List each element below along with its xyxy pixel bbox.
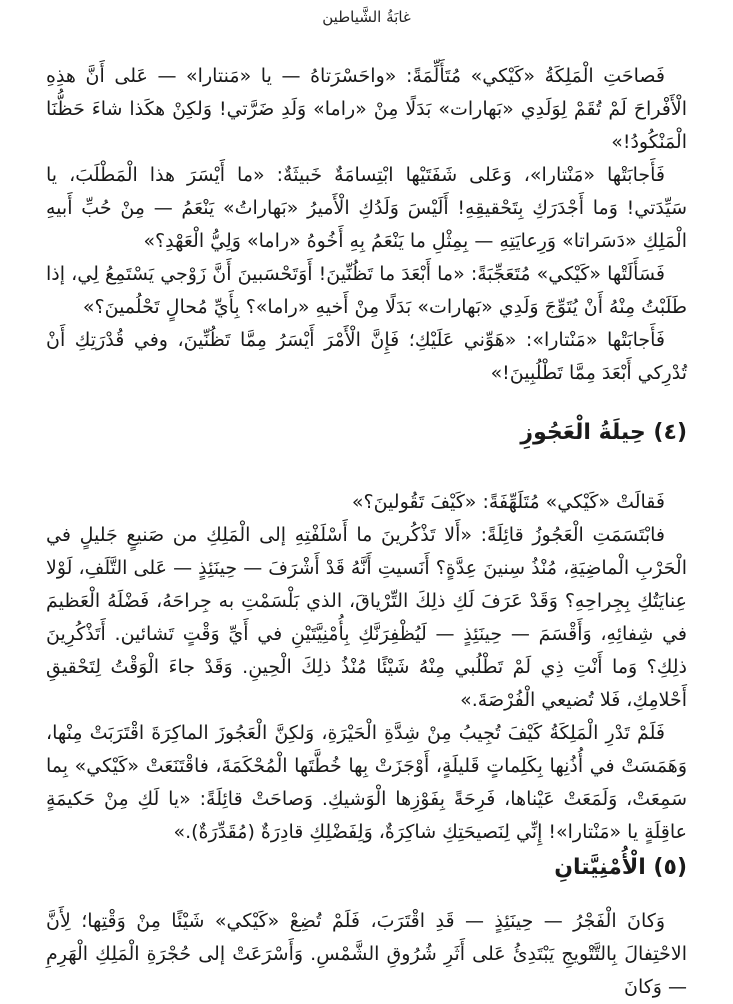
paragraph: فَقالَتْ «كَيْكي» مُتَلَهِّفَةً: «كَيْفَ تَقُولينَ؟» [351,491,665,513]
section4-text [46,486,687,849]
paragraph: فَأَجابَتْها «مَنْتارا»، وَعَلى شَفَتَيْها ابْتِسامَةٌ خَبيثَةٌ: «ما أَيْسَرَ هذا الْمَطْلَبَ، يا سَيِّدَتي! وَما أَجْدَرَكِ بِتَحْقيقِهِ! أَلَيْسَ وَلَدُكِ الْأَميرُ «بَهاراتُ» يَنْعَمُ — مِنْ حُبِّ أَبيهِ الْمَلِكِ «دَسَراتا» وَرِعايَتِهِ — بِمِثْلِ ما يَنْعَمُ بِهِ أَخُوهُ «راما» وَلِيُّ الْعَهْدِ؟» [46,164,687,252]
paragraph: فَصاحَتِ الْمَلِكَةُ «كَيْكي» مُتَأَلِّمَةً: «واحَسْرَتاهُ — يا «مَنتارا» — عَلى أَنَّ هذِهِ الْأَفْراحَ لَمْ تُقَمْ لِوَلَدِي «بَهارات» بَدَلًا مِنْ «راما» وَلَدِ ضَرَّتي! وَلكِنْ هكَذا شاءَ حَظُّنَا الْمَنْكُودُ!» [46,65,687,153]
paragraph: فَسَأَلَتْها «كَيْكي» مُتَعَجِّبَةً: «ما أَبْعَدَ ما تَظُنِّينَ! أَوَتَحْسَبينَ أَنَّ زَوْجي يَسْتَمِعُ لِي، إذا طَلَبْتُ مِنْهُ أَنْ يُتَوِّجَ وَلَدِي «بَهارات» بَدَلًا مِنْ أَخيهِ «راما»؟ بِأَيِّ مُحالٍ تَحْلُمينَ؟» [46,263,687,318]
running-head: غابَةُ الشَّياطين [322,8,411,26]
paragraph: فَلَمْ تَدْرِ الْمَلِكَةُ كَيْفَ تُجِيبُ مِنْ شِدَّةِ الْحَيْرَةِ، وَلكِنَّ الْعَجُوزَ الماكِرَةَ اقْتَرَبَتْ مِنْها، وَهَمَسَتْ في أُذُنِها بِكَلِماتٍ قَليلَةٍ، أَوْجَزَتْ بِها خُطَّتَها الْمُحْكَمَةَ، فاقْتَنَعَتْ «كَيْكي» بِما سَمِعَتْ، وَلَمَعَتْ عَيْناها، فَرِحَةً بِفَوْزِها الْوَشيكِ. وَصاحَتْ قائِلَةً: «يا لَكِ مِنْ حَكيمَةٍ عاقِلَةٍ يا «مَنْتارا»! إِنِّي لِنَصيحَتِكِ شاكِرَةٌ، وَلِفَضْلِكِ قادِرَةٌ (مُقَدِّرَةٌ).» [46,722,687,843]
section3-text [46,60,687,390]
paragraph: فَأَجابَتْها «مَنْتارا»: «هَوِّني عَلَيْكِ؛ فَإِنَّ الْأَمْرَ أَيْسَرُ مِمَّا تَظُنِّينَ، وفي قُدْرَتِكِ أَنْ تُدْرِكي أَبْعَدَ مِمَّا تَطْلُبِينَ!» [46,329,687,384]
section-heading: (٥) الْأُمْنِيَّتانِ [554,855,687,880]
section5-text [46,905,687,1004]
section-heading: (٤) حِيلَةُ الْعَجُوزِ [520,420,687,445]
paragraph: وَكانَ الْفَجْرُ — حِينَئِذٍ — قَدِ اقْتَرَبَ، فَلَمْ تُضِعْ «كَيْكي» شَيْئًا مِنْ وَقْتِها؛ لِأَنَّ الاحْتِفالَ بِالتَّتْويجِ يَبْتَدِئُ عَلى أَثَرِ شُرُوقِ الشَّمْسِ. وَأَسْرَعَتْ إلى حُجْرَةِ الْمَلِكِ الْهَرِمِ — وَكانَ [46,910,687,998]
paragraph: فابْتَسَمَتِ الْعَجُوزُ قائِلَةً: «أَلا تَذْكُرينَ ما أَسْلَفْتِهِ إلى الْمَلِكِ من صَنيعٍ جَليلٍ في الْحَرْبِ الْماضِيَةِ، مُنْذُ سِنينَ عِدَّةٍ؟ أَنَسيتِ أَنَّهُ قَدْ أَشْرَفَ — حِينَئِذٍ — عَلى التَّلَفِ، لَوْلا عِنايَتُكِ بِجِراحِهِ؟ وَقَدْ عَرَفَ لَكِ ذلِكَ التِّرْياقَ، الذي بَلْسَمْتِ به جِراحَهُ، فَضْلَهُ الْعَظيمَ في شِفائِهِ، وَأَقْسَمَ — حِينَئِذٍ — لَيُظْفِرَنَّكِ بِأُمْنِيَّتَيْنِ في أَيِّ وَقْتٍ تَشائين. أَتَذْكُرِينَ ذلِكِ؟ وَما أَنْتِ ذِي لَمْ تَطْلُبي مِنْهُ شَيْئًا مُنْذُ ذلِكَ الْحِينِ. وَقَدْ جاءَ الْوَقْتُ لِتَحْقيقِ أَحْلامِكِ، فَلا تُضيعي الْفُرْصَةَ.» [46,524,687,711]
